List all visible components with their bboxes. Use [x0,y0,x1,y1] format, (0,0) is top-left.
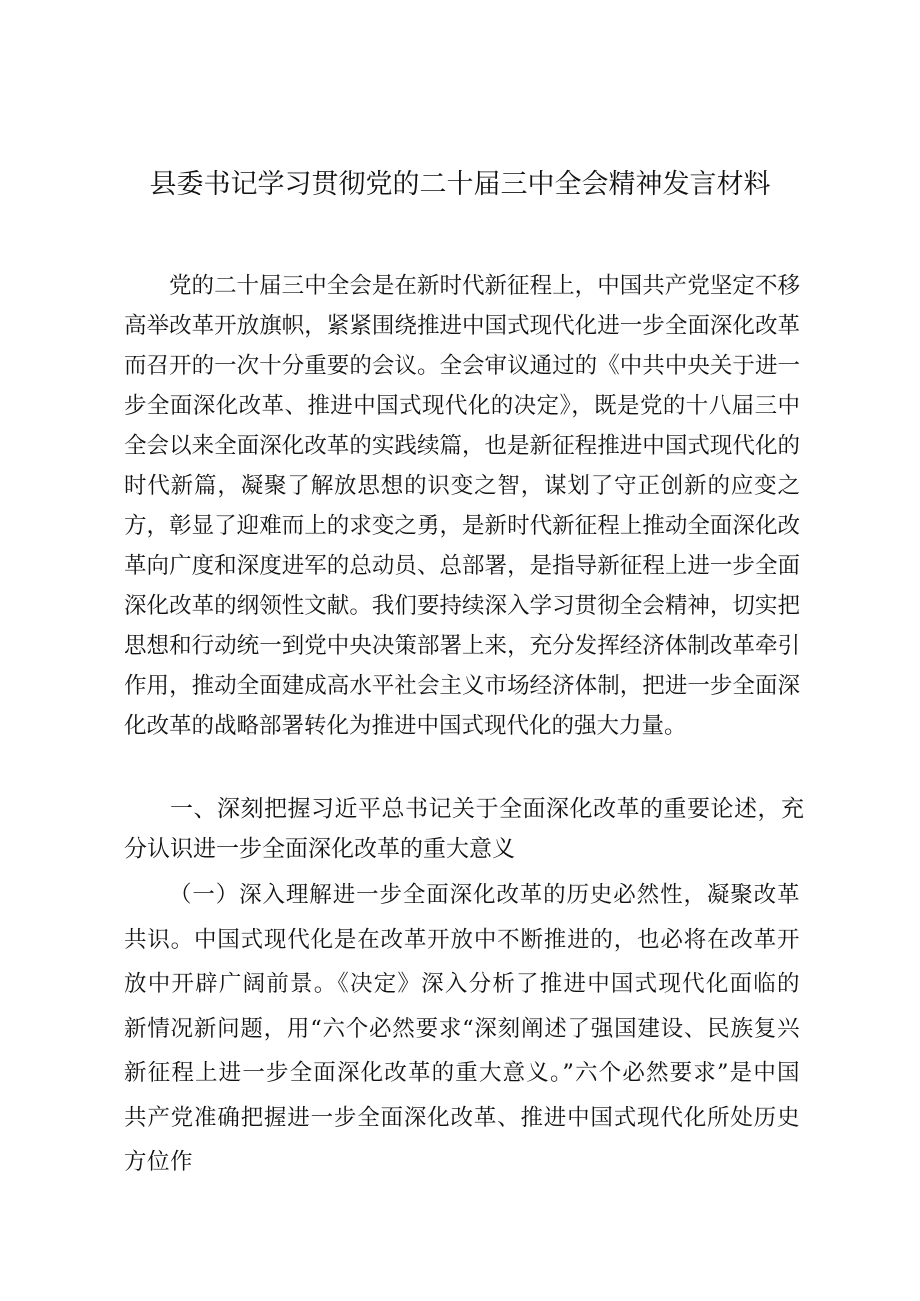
section-1-paragraph-1: （一）深入理解进一步全面深化改革的历史必然性，凝聚改革共识。中国式现代化是在改革开放中不断推进的，也必将在改革开放中开辟广阔前景。《决定》深入分析了推进中国式现代化面临的新情况新问题，用“六个必然要求“深刻阐述了强国建设、民族复兴新征程上进一步全面深化改革的重大意义。”六个必然要求”是中国共产党准确把握进一步全面深化改革、推进中国式现代化所处历史方位作 [124,882,800,1175]
section-1-heading: 一、深刻把握习近平总书记关于全面深化改革的重要论述，充分认识进一步全面深化改革的重大意义 [124,796,804,862]
intro-paragraph: 党的二十届三中全会是在新时代新征程上，中国共产党坚定不移高举改革开放旗帜，紧紧围绕推进中国式现代化进一步全面深化改革而召开的一次十分重要的会议。全会审议通过的《中共中央关于进一步全面深化改革、推进中国式现代化的决定》，既是党的十八届三中全会以来全面深化改革的实践续篇，也是新征程推进中国式现代化的时代新篇，凝聚了解放思想的识变之智，谋划了守正创新的应变之方，彰显了迎难而上的求变之勇，是新时代新征程上推动全面深化改革向广度和深度进军的总动员、总部署，是指导新征程上进一步全面深化改革的纲领性文献。我们要持续深入学习贯彻全会精神，切实把思想和行动统一到党中央决策部署上来，充分发挥经济体制改革牵引作用，推动全面建成高水平社会主义市场经济体制，把进一步全面深化改革的战略部署转化为推进中国式现代化的强大力量。 [124,273,800,739]
document-title: 县委书记学习贯彻党的二十届三中全会精神发言材料 [149,169,771,200]
